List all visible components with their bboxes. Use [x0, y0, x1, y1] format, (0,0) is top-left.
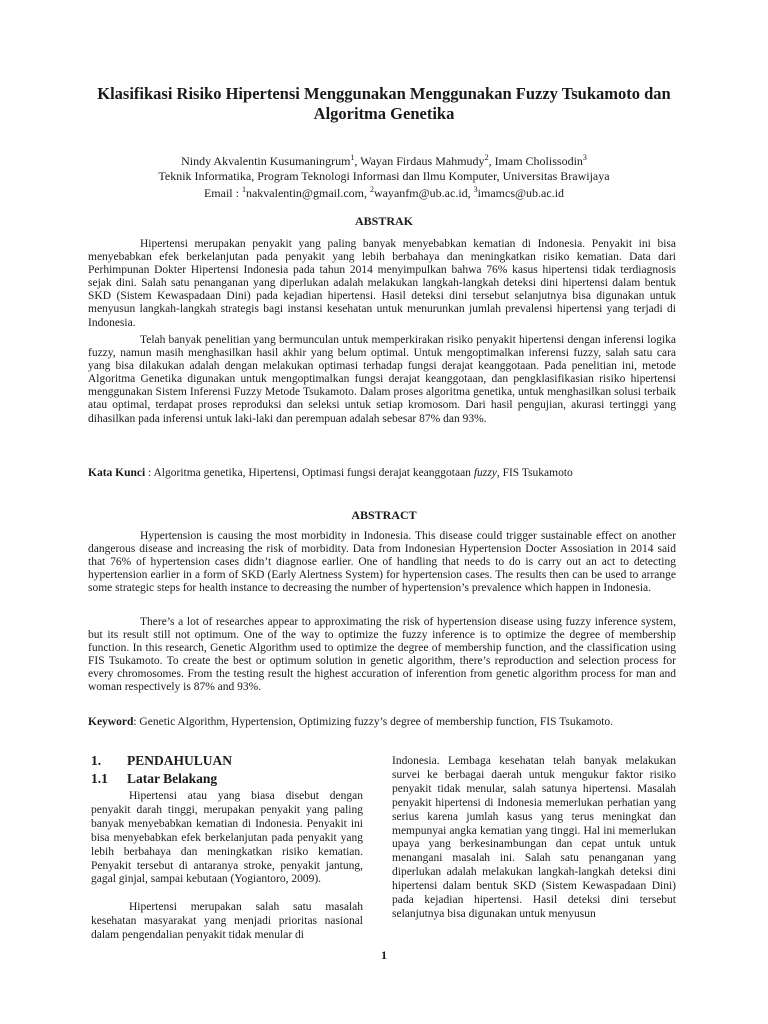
author-2: Wayan Firdaus Mahmudy [360, 154, 485, 168]
keyword-text: : Genetic Algorithm, Hypertension, Optimizing fuzzy’s degree of membership function, FIS Tsukamoto. [133, 716, 614, 728]
abstrak-heading: ABSTRAK [354, 214, 413, 228]
left-column-paragraph-1: Hipertensi atau yang biasa disebut dengan penyakit darah tinggi, merupakan penyakit yang paling banyak menyebabkan kematian di Indonesia. Penyakit ini bisa menyebabkan efek berkelanjutan pada penyakit yang lebih berbahaya dan meningkatkan risiko kematian. Penyakit tersebut di antaranya stroke, penyakit jantung, gagal ginjal, sampai kebutaan (Yogiantoro, 2009). [91, 790, 363, 886]
abstract-paragraph-2: There’s a lot of researches appear to approximating the risk of hypertension disease using fuzzy inference system, but its result still not optimum. One of the way to optimize the fuzzy inference is to optimize the degree of membership function. In this research, Genetic Algorithm used to optimize the degree of membership function, and the classification using FIS Tsukamoto. To create the best or optimum solution in genetic algorithm, there’s reproduction and selection process for every chromosomes. From the testing result the highest accuration of inferention from genetic algorithm process for man and woman respectively is 87% and 93%. [88, 616, 676, 694]
subsection-1-1-title: Latar Belakang [127, 771, 218, 786]
author-1-sup: 1 [350, 153, 355, 162]
email-2: wayanfm@ub.ac.id [373, 186, 468, 200]
abstrak-paragraph-1: Hipertensi merupakan penyakit yang paling banyak menyebabkan kematian di Indonesia. Penyakit ini bisa menyebabkan efek berkelanjutan pada penyakit yang lebih berbahaya dan meningkatkan risiko kematian. Data dari Perhimpunan Dokter Hipertensi Indonesia pada tahun 2014 menyimpulkan bahwa 76% kasus hipertensi tidak terdiagnosis sejak dini. Salah satu penanganan yang diperlukan adalah melakukan langkah-langkah deteksi dini hipertensi dalam bentuk SKD (Sistem Kewaspadaan Dini) pada kejadian hipertensi. Hasil deteksi dini tersebut selanjutnya bisa digunakan untuk menyusun langkah-langkah strategis bagi instansi kesehatan untuk menurunkan jumlah prevalensi hipertensi yang terjadi di Indonesia. [88, 238, 676, 329]
abstract-heading: ABSTRACT [351, 508, 417, 522]
author-3: Imam Cholissodin [494, 154, 583, 168]
affiliation: Teknik Informatika, Program Teknologi Informasi dan Ilmu Komputer, Universitas Brawijaya [158, 168, 610, 183]
section-1-number: 1. [91, 753, 102, 768]
left-column-paragraph-2: Hipertensi merupakan salah satu masalah kesehatan masyarakat yang menjadi prioritas nasional dalam pengendalian penyakit tidak menular di [91, 901, 363, 941]
author-2-sup: 2 [484, 153, 489, 162]
keyword-label: Keyword [88, 716, 134, 728]
abstrak-paragraph-2: Telah banyak penelitian yang bermunculan untuk memperkirakan risiko penyakit hipertensi dengan inferensi logika fuzzy, namun masih menghasilkan hasil akhir yang belum optimal. Untuk mengoptimalkan inferensi fuzzy, salah satu cara yang bisa dilakukan adalah dengan melakukan optimasi terhadap fungsi derajat keanggotaan. Pada penelitian ini, metode Algoritma Genetika digunakan untuk mengoptimalkan fungsi derajat keanggotaan, dan pengklasifikasian risiko hipertensi menggunakan Sistem Inferensi Fuzzy Metode Tsukamoto. Dalam proses algoritma genetika, untuk menghasilkan solusi terbaik atau optimal, terdapat proses reproduksi dan seleksi untuk setiap kromosom. Dari hasil pengujian, akurasi tertinggi yang dihasilkan pada inferensi untuk laki-laki dan perempuan adalah sebesar 87% dan 93%. [88, 334, 676, 425]
author-1: Nindy Akvalentin Kusumaningrum [181, 154, 351, 168]
author-3-sup: 3 [582, 153, 587, 162]
kata-kunci-text-1: : Algoritma genetika, Hipertensi, Optimasi fungsi derajat keanggotaan [145, 467, 474, 479]
section-1-title: PENDAHULUAN [127, 753, 233, 768]
author-block [80, 151, 688, 201]
email-line: Email : $^1$nakvalentin@gmail.com, $^2$wayanfm@ub.ac.id, $^3$imamcs@ub.ac.id [203, 185, 565, 200]
subsection-1-1-heading [91, 771, 217, 787]
email-1: nakvalentin@gmail.com [245, 186, 364, 200]
keyword-line [88, 716, 676, 730]
page-number: 1 [381, 948, 387, 962]
kata-kunci [88, 467, 676, 481]
paper-title: Klasifikasi Risiko Hipertensi Menggunakan Menggunakan Fuzzy Tsukamoto dan Algoritma Genetika [97, 84, 671, 123]
email-3-sup: 3 [473, 185, 478, 194]
email-2-sup: 2 [369, 185, 374, 194]
author-names: Nindy Akvalentin Kusumaningrum$^1$, Wayan Firdaus Mahmudy$^2$, Imam Cholissodin$^3$ [181, 153, 587, 168]
section-1-heading [91, 753, 232, 769]
email-3: imamcs@ub.ac.id [477, 186, 565, 200]
email-label: Email : [203, 186, 242, 200]
kata-kunci-text-2: , FIS Tsukamoto [496, 467, 573, 479]
kata-kunci-label: Kata Kunci [88, 467, 146, 479]
subsection-1-1-number: 1.1 [91, 771, 108, 786]
kata-kunci-italic: fuzzy [473, 467, 497, 479]
email-1-sup: 1 [241, 185, 246, 194]
right-column-paragraph-1: Indonesia. Lembaga kesehatan telah banyak melakukan survei ke berbagai daerah untuk mengukur faktor risiko penyakit tidak menular, salah satunya hipertensi. Masalah penyakit hipertensi di Indonesia memerlukan perhatian yang serius karena jumlah kasus yang terus meningkat dan mempunyai angka kematian yang tinggi. Hal ini memerlukan upaya yang berkesinambungan dan cepat untuk untuk menangani masalah ini. Salah satu penanganan yang diperlukan adalah melakukan langkah-langkah deteksi dini hipertensi dalam bentuk SKD (Sistem Kewaspadaan Dini) pada kejadian hipertensi. Hasil deteksi dini tersebut selanjutnya bisa digunakan untuk menyusun [392, 755, 676, 920]
abstract-paragraph-1: Hypertension is causing the most morbidity in Indonesia. This disease could trigger sustainable effect on another dangerous disease and increasing the risk of morbidity. Data from Indonesian Hypertension Docter Assosiation in 2014 said that 76% of hypertension cases didn’t diagnose earlier. One of handling that needs to do is carry out an act to detecting hypertension earlier in a form of SKD (Early Alertness System) for hypertension cases. The results then can be used to arrange some strategic steps for health instance to decreasing the number of hypertension’s prevalence which happen in Indonesia. [88, 530, 676, 595]
